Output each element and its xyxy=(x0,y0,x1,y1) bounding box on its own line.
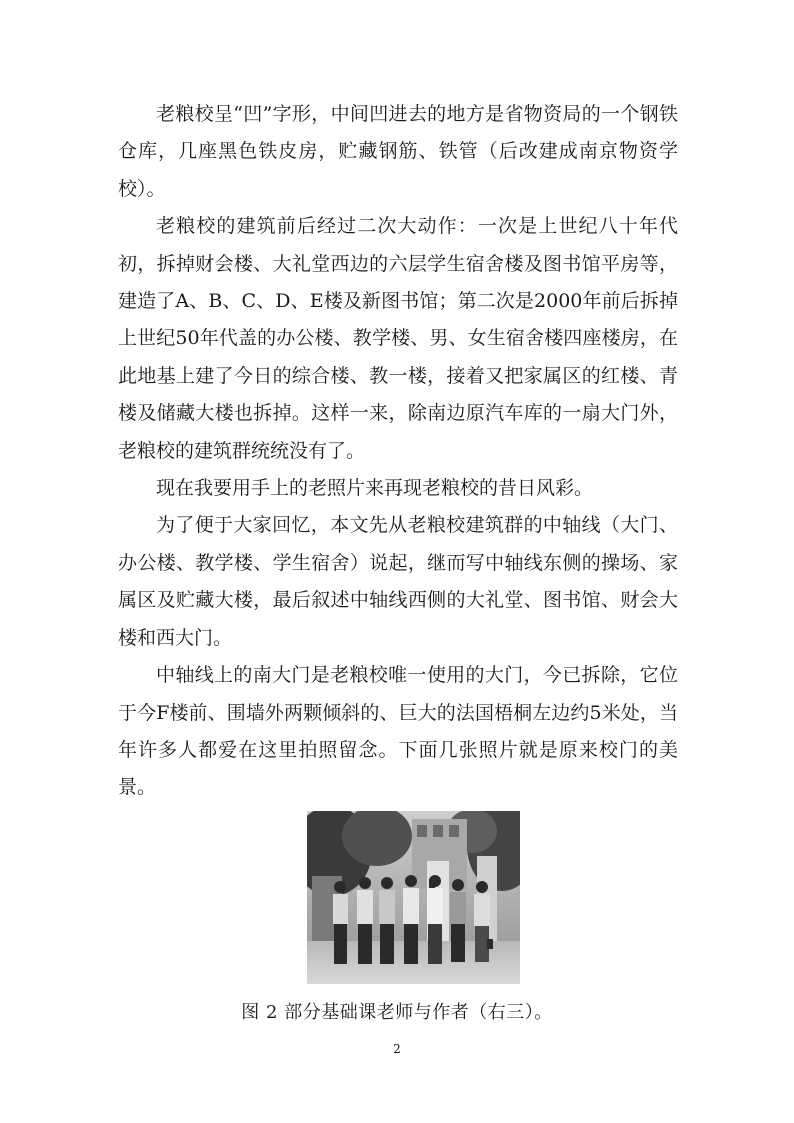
paragraph-old-photos-intro: 现在我要用手上的老照片来再现老粮校的昔日风彩。 xyxy=(156,477,594,500)
paragraph-south-gate: 中轴线上的南大门是老粮校唯一使用的大门，今已拆除，它位于今F楼前、围墙外两颗倾斜的、巨大的法国梧桐左边约5米处，当年许多人都爱在这里拍照留念。下面几张照片就是原来校门的美景。 xyxy=(118,664,678,799)
paragraph-article-outline: 为了便于大家回忆，本文先从老粮校建筑群的中轴线（大门、办公楼、教学楼、学生宿舍）说起，继而写中轴线东侧的操场、家属区及贮藏大楼，最后叙述中轴线西侧的大礼堂、图书馆、财会大楼和西大门。 xyxy=(118,514,678,649)
page-number: 2 xyxy=(393,1042,401,1056)
body-text xyxy=(118,96,678,807)
paragraph-demolition-history: 老粮校的建筑前后经过二次大动作：一次是上世纪八十年代初，拆掉财会楼、大礼堂西边的六层学生宿舍楼及图书馆平房等，建造了A、B、C、D、E楼及新图书馆；第二次是2000年前后拆掉上世纪50年代盖的办公楼、教学楼、男、女生宿舍楼四座楼房，在此地基上建了今日的综合楼、教一楼，接着又把家属区的红楼、青楼及储藏大楼也拆掉。这样一来，除南边原汽车库的一扇大门外，老粮校的建筑群统统没有了。 xyxy=(118,215,678,462)
paragraph-school-layout: 老粮校呈“凹”字形，中间凹进去的地方是省物资局的一个钢铁仓库，几座黑色铁皮房，贮藏钢筋、铁管（后改建成南京物资学校）。 xyxy=(118,103,678,200)
group-photo-image xyxy=(307,811,520,984)
figure-caption: 图 2 部分基础课老师与作者（右三）。 xyxy=(241,1002,553,1023)
group-photo-at-school-gate xyxy=(307,811,520,984)
